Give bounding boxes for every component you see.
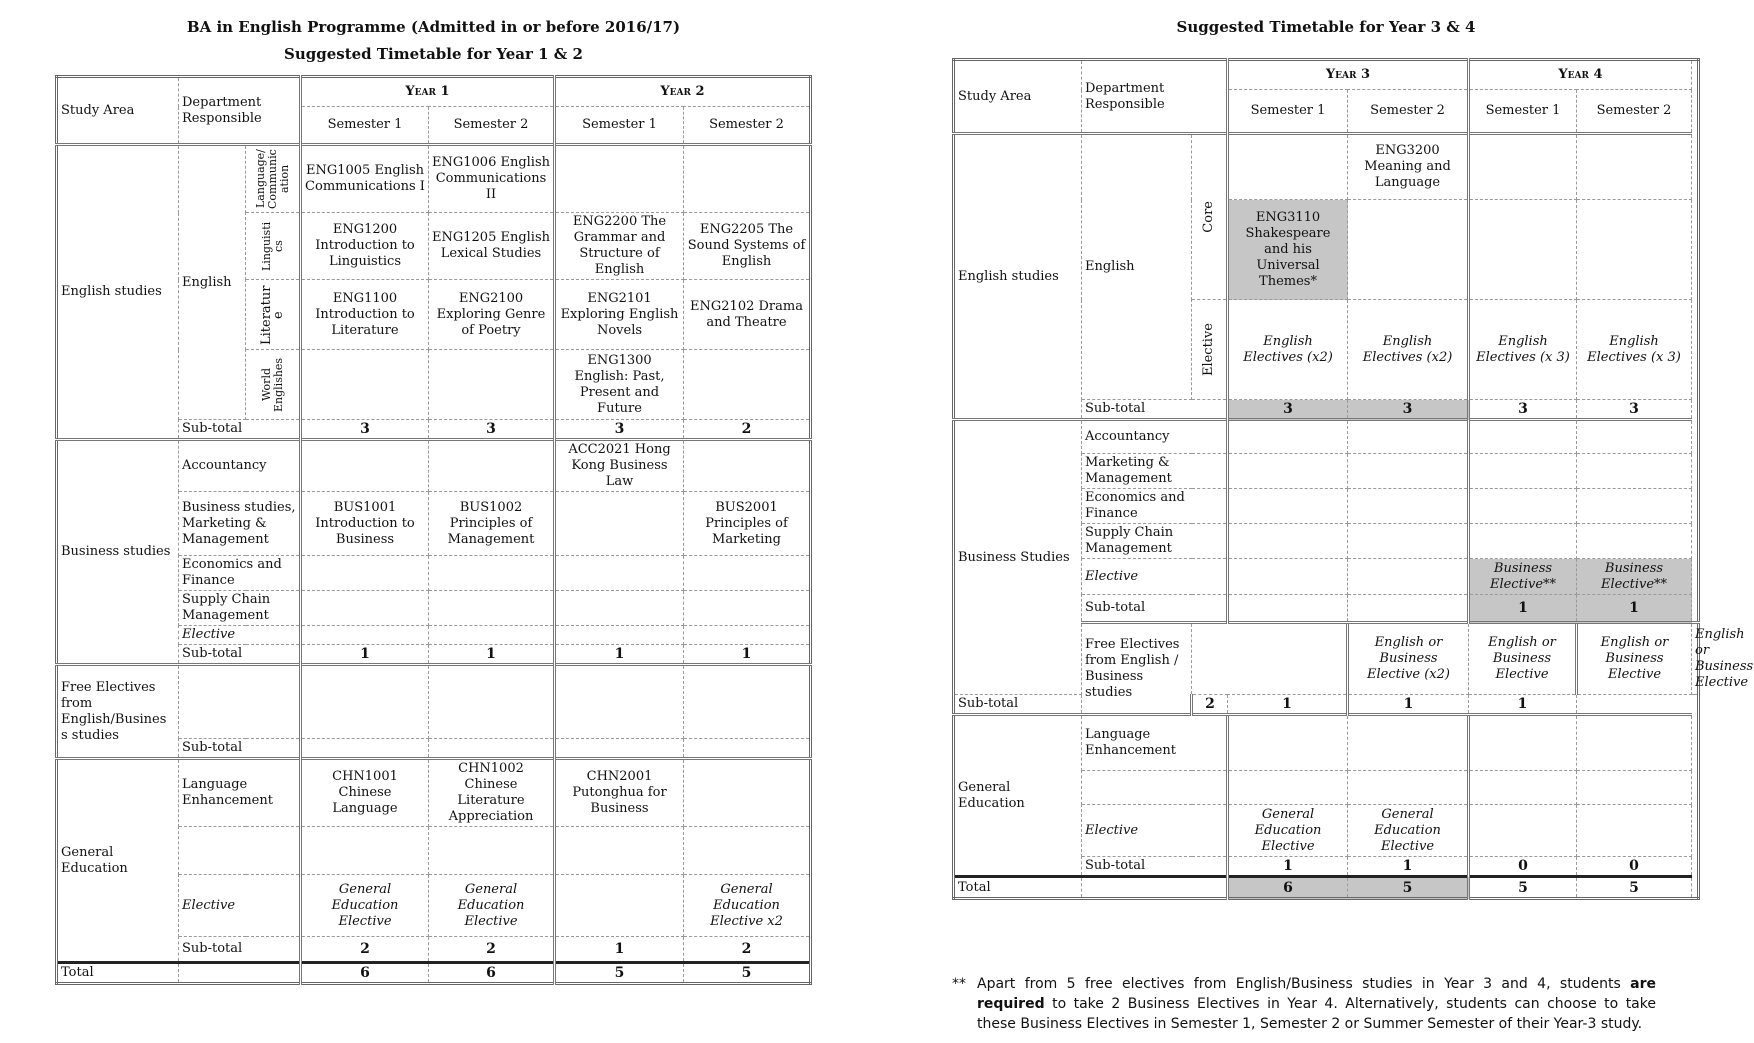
course-eng1005: ENG1005 English Communications I (301, 145, 429, 213)
subtotal-value: 0 (1577, 857, 1692, 877)
cell-empty (1348, 715, 1469, 771)
row-free-electives (57, 665, 811, 739)
course-chn1002: CHN1002 Chinese Literature Appreciation (429, 759, 555, 827)
cell-empty (1082, 877, 1228, 899)
y1-sem2-header: Semester 2 (429, 107, 555, 145)
cell-empty (1577, 771, 1692, 805)
cell-empty (1228, 134, 1348, 200)
course-eng2100: ENG2100 Exploring Genre of Poetry (429, 280, 555, 350)
cell-empty (1469, 420, 1577, 454)
subtotal-value: 2 (684, 937, 811, 963)
subtotal-value: 1 (555, 645, 684, 665)
footnote-text: Apart from 5 free electives from English/Business studies in Year 3 and 4, students are required to take 2 Business Electives in Year 4. Alternatively, students can choose to take these Business Electives in Semester 1, Semester 2 or Summer Semester of their Year-3 study. (977, 976, 1656, 1032)
y2-sem2-header: Semester 2 (684, 107, 811, 145)
col-study-area: Study Area (57, 77, 179, 145)
cell-empty (1348, 454, 1469, 489)
cell-empty (1348, 771, 1469, 805)
cell-empty (555, 827, 684, 875)
cell-empty (179, 665, 301, 739)
english-electives-cell: English Electives (x 3) (1577, 300, 1692, 400)
cell-empty (429, 350, 555, 420)
row-language-enhancement (57, 759, 811, 827)
cell-empty (1469, 715, 1577, 771)
subtotal-value (1348, 595, 1469, 623)
cell-empty (1228, 454, 1348, 489)
course-chn1001: CHN1001 Chinese Language (301, 759, 429, 827)
total-label: Total (57, 963, 179, 984)
dept-elective: Elective (1082, 805, 1228, 857)
cell-empty (301, 665, 429, 739)
cell-empty (1469, 134, 1577, 200)
area-english-studies: English studies (57, 145, 179, 440)
dept-elective: Elective (179, 875, 301, 937)
row-language (57, 145, 811, 213)
course-acc2021: ACC2021 Hong Kong Business Law (555, 440, 684, 492)
cell-empty (179, 827, 301, 875)
english-electives-cell: English Electives (x 3) (1469, 300, 1577, 400)
course-eng1300: ENG1300 English: Past, Present and Future (555, 350, 684, 420)
free-elective-cell: English or Business Elective (1577, 623, 1692, 695)
cell-empty (1577, 715, 1692, 771)
cell-empty (1348, 524, 1469, 559)
course-eng1006: ENG1006 English Communications II (429, 145, 555, 213)
subtotal-value: 3 (555, 420, 684, 440)
dept-business-marketing: Business studies, Marketing & Management (179, 492, 301, 556)
cell-empty (1469, 524, 1577, 559)
subtotal-value: 1 (555, 937, 684, 963)
cell-empty (429, 440, 555, 492)
sub-area-language: Language/ Communic ation (246, 145, 301, 213)
course-bus1002: BUS1002 Principles of Management (429, 492, 555, 556)
total-value: 6 (1228, 877, 1348, 899)
subtotal-value: 1 (1348, 695, 1469, 715)
sub-area-elective: Elective (1192, 300, 1228, 400)
course-eng1200: ENG1200 Introduction to Linguistics (301, 213, 429, 280)
cell-empty (1577, 200, 1692, 300)
cell-empty (1228, 715, 1348, 771)
dept-english: English (1082, 134, 1192, 400)
subtotal-value: 2 (301, 937, 429, 963)
cell-empty (684, 350, 811, 420)
cell-empty (429, 626, 555, 645)
col-study-area: Study Area (954, 60, 1082, 134)
footnote-mark: ** (952, 976, 966, 992)
year-4-header: Year 4 (1469, 60, 1692, 90)
cell-empty (301, 556, 429, 591)
cell-empty (1577, 524, 1692, 559)
row-accountancy (57, 440, 811, 492)
row-free-subtotal (954, 695, 1699, 715)
cell-empty (301, 739, 429, 759)
cell-empty (684, 440, 811, 492)
row-total (954, 877, 1699, 899)
cell-empty (1577, 805, 1692, 857)
cell-empty (1469, 200, 1577, 300)
y4-sem2-header: Semester 2 (1577, 90, 1692, 134)
subtotal-label: Sub-total (179, 937, 301, 963)
col-department: Department Responsible (1082, 60, 1228, 134)
total-value: 5 (1469, 877, 1577, 899)
dept-supply-chain: Supply Chain Management (179, 591, 301, 626)
dept-economics: Economics and Finance (1082, 489, 1228, 524)
free-elective-cell: English or Business Elective (1692, 623, 1699, 695)
dept-economics: Economics and Finance (179, 556, 301, 591)
dept-marketing: Marketing & Management (1082, 454, 1228, 489)
row-language-enhancement (954, 715, 1699, 771)
subtotal-value: 1 (1348, 857, 1469, 877)
cell-empty (1228, 559, 1348, 595)
cell-empty (1228, 489, 1348, 524)
cell-empty (684, 591, 811, 626)
cell-empty (684, 145, 811, 213)
cell-empty (555, 145, 684, 213)
year-1-header: Year 1 (301, 77, 555, 107)
dept-accountancy: Accountancy (1082, 420, 1228, 454)
subtotal-value: 0 (1469, 857, 1577, 877)
subtotal-value: 1 (1228, 857, 1348, 877)
col-department: Department Responsible (179, 77, 301, 145)
subtotal-label: Sub-total (1082, 400, 1228, 420)
left-title: BA in English Programme (Admitted in or before 2016/17) (186, 18, 681, 36)
cell-empty (684, 739, 811, 759)
y3-sem1-header: Semester 1 (1228, 90, 1348, 134)
cell-empty (684, 665, 811, 739)
sub-area-linguistics: Linguisti cs (246, 213, 301, 280)
cell-empty (1577, 489, 1692, 524)
dept-language-enhancement: Language Enhancement (1082, 715, 1228, 771)
y3-sem2-header: Semester 2 (1348, 90, 1469, 134)
cell-empty (684, 626, 811, 645)
cell-empty (1469, 454, 1577, 489)
course-eng2101: ENG2101 Exploring English Novels (555, 280, 684, 350)
course-eng1100: ENG1100 Introduction to Literature (301, 280, 429, 350)
cell-empty (429, 665, 555, 739)
subtotal-label: Sub-total (1082, 595, 1228, 623)
total-value: 6 (429, 963, 555, 984)
cell-empty (429, 827, 555, 875)
course-eng3110: ENG3110 Shakespeare and his Universal Themes* (1228, 200, 1348, 300)
row-core-1 (954, 134, 1699, 200)
y1-sem1-header: Semester 1 (301, 107, 429, 145)
subtotal-value: 1 (1228, 695, 1348, 715)
cell-empty (555, 665, 684, 739)
row-accountancy (954, 420, 1699, 454)
cell-empty (555, 875, 684, 937)
subtotal-label: Sub-total (179, 420, 301, 440)
subtotal-value: 3 (301, 420, 429, 440)
cell-empty (301, 440, 429, 492)
course-eng2102: ENG2102 Drama and Theatre (684, 280, 811, 350)
cell-empty (1469, 805, 1577, 857)
subtotal-value: 3 (429, 420, 555, 440)
dept-accountancy: Accountancy (179, 440, 301, 492)
area-english-studies: English studies (954, 134, 1082, 420)
left-subtitle: Suggested Timetable for Year 1 & 2 (284, 45, 583, 63)
cell-empty (555, 626, 684, 645)
course-bus2001: BUS2001 Principles of Marketing (684, 492, 811, 556)
cell-empty (1192, 623, 1348, 695)
subtotal-value: 3 (1228, 400, 1348, 420)
subtotal-label: Sub-total (1082, 857, 1228, 877)
subtotal-value: 1 (301, 645, 429, 665)
cell-empty (1228, 771, 1348, 805)
cell-empty (1082, 771, 1228, 805)
course-eng1205: ENG1205 English Lexical Studies (429, 213, 555, 280)
cell-empty (1348, 559, 1469, 595)
cell-empty (1228, 420, 1348, 454)
course-eng3200: ENG3200 Meaning and Language (1348, 134, 1469, 200)
area-general-education: General Education (57, 759, 179, 963)
area-general-education: General Education (954, 715, 1082, 877)
business-elective-cell: Business Elective** (1469, 559, 1577, 595)
subtotal-value: 2 (429, 937, 555, 963)
dept-elective: Elective (1082, 559, 1228, 595)
cell-empty (429, 739, 555, 759)
cell-empty (684, 759, 811, 827)
subtotal-value: 3 (1348, 400, 1469, 420)
y2-sem1-header: Semester 1 (555, 107, 684, 145)
ge-elective-cell: General Education Elective (1228, 805, 1348, 857)
business-elective-cell: Business Elective** (1577, 559, 1692, 595)
subtotal-value: 1 (1577, 595, 1692, 623)
ge-elective-cell: General Education Elective (1348, 805, 1469, 857)
subtotal-value: 1 (1469, 695, 1577, 715)
total-label: Total (954, 877, 1082, 899)
area-business-studies: Business studies (57, 440, 179, 665)
subtotal-value: 1 (429, 645, 555, 665)
cell-empty (555, 739, 684, 759)
subtotal-value: 3 (1577, 400, 1692, 420)
cell-empty (1348, 200, 1469, 300)
subtotal-value: 3 (1469, 400, 1577, 420)
year-2-header: Year 2 (555, 77, 811, 107)
cell-empty (684, 827, 811, 875)
english-electives-cell: English Electives (x2) (1228, 300, 1348, 400)
free-elective-cell: English or Business Elective (x2) (1348, 623, 1469, 695)
english-electives-cell: English Electives (x2) (1348, 300, 1469, 400)
subtotal-value: 1 (1469, 595, 1577, 623)
cell-empty (555, 591, 684, 626)
total-value: 5 (555, 963, 684, 984)
total-value: 5 (1577, 877, 1692, 899)
subtotal-value: 1 (684, 645, 811, 665)
course-eng2205: ENG2205 The Sound Systems of English (684, 213, 811, 280)
right-title: Suggested Timetable for Year 3 & 4 (1176, 18, 1476, 36)
subtotal-label: Sub-total (954, 695, 1192, 715)
total-value: 5 (684, 963, 811, 984)
cell-empty (1348, 489, 1469, 524)
subtotal-value (1228, 595, 1348, 623)
cell-empty (179, 963, 301, 984)
area-free-electives: Free Electives from English/Busines s studies (57, 665, 179, 759)
course-eng2200: ENG2200 The Grammar and Structure of English (555, 213, 684, 280)
course-chn2001: CHN2001 Putonghua for Business (555, 759, 684, 827)
subtotal-value: 2 (684, 420, 811, 440)
cell-empty (1469, 489, 1577, 524)
timetable-year-1-2 (55, 75, 812, 985)
cell-empty (684, 556, 811, 591)
cell-empty (301, 827, 429, 875)
sub-area-world-englishes: World Englishes (246, 350, 301, 420)
cell-empty (301, 626, 429, 645)
subtotal-label: Sub-total (179, 645, 301, 665)
dept-language-enhancement: Language Enhancement (179, 759, 301, 827)
cell-empty (1577, 420, 1692, 454)
cell-empty (555, 556, 684, 591)
dept-elective: Elective (179, 626, 301, 645)
area-business-studies: Business Studies (954, 420, 1082, 695)
area-free-electives: Free Electives from English / Business studies (1082, 623, 1192, 715)
course-bus1001: BUS1001 Introduction to Business (301, 492, 429, 556)
cell-empty (429, 591, 555, 626)
free-elective-cell: English or Business Elective (1469, 623, 1577, 695)
ge-elective-cell: General Education Elective (301, 875, 429, 937)
ge-elective-cell: General Education Elective x2 (684, 875, 811, 937)
total-value: 6 (301, 963, 429, 984)
cell-empty (301, 350, 429, 420)
dept-english: English (179, 145, 246, 420)
cell-empty (1577, 454, 1692, 489)
subtotal-label: Sub-total (179, 739, 301, 759)
footnote (952, 974, 1656, 1034)
cell-empty (555, 492, 684, 556)
dept-supply-chain: Supply Chain Management (1082, 524, 1228, 559)
ge-elective-cell: General Education Elective (429, 875, 555, 937)
total-value: 5 (1348, 877, 1469, 899)
cell-empty (1228, 524, 1348, 559)
subtotal-value: 2 (1192, 695, 1228, 715)
cell-empty (1469, 771, 1577, 805)
cell-empty (1577, 134, 1692, 200)
cell-empty (1348, 420, 1469, 454)
row-total (57, 963, 811, 984)
timetable-year-3-4 (952, 58, 1754, 900)
year-3-header: Year 3 (1228, 60, 1469, 90)
cell-empty (429, 556, 555, 591)
sub-area-literature: Literatur e (246, 280, 301, 350)
sub-area-core: Core (1192, 134, 1228, 300)
header-row-year (57, 77, 811, 107)
header-row-year (954, 60, 1699, 90)
y4-sem1-header: Semester 1 (1469, 90, 1577, 134)
cell-empty (301, 591, 429, 626)
